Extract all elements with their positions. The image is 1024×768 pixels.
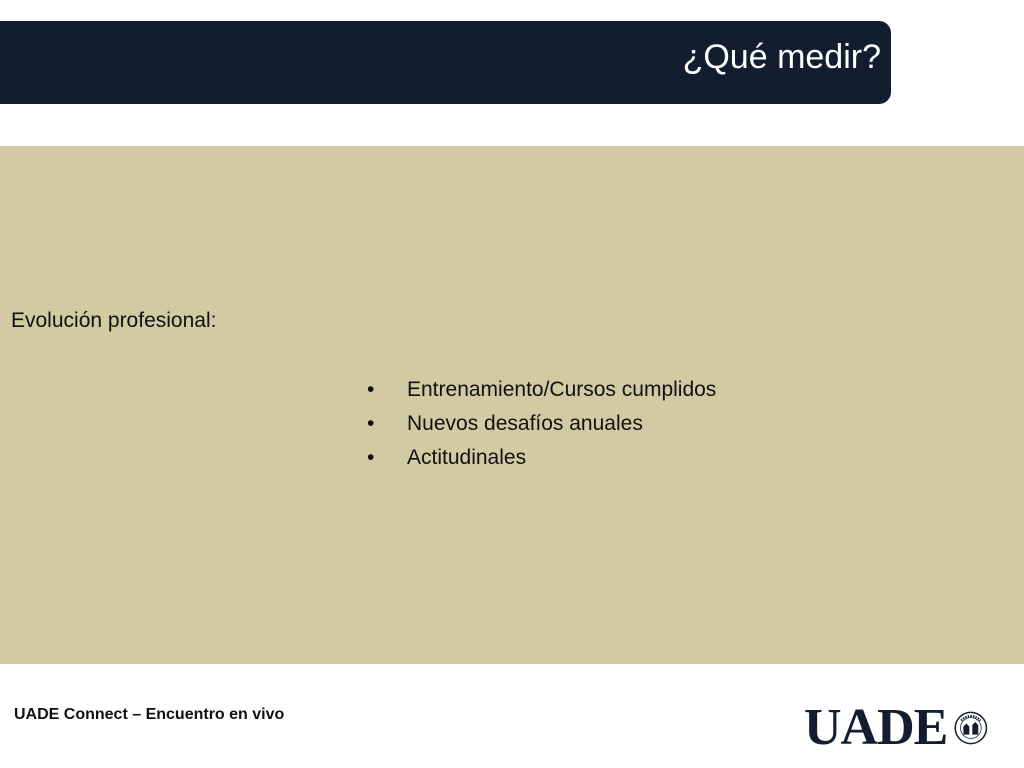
bullet-text: Nuevos desafíos anuales (407, 412, 643, 435)
content-panel (0, 146, 1024, 664)
title-bar (0, 21, 891, 104)
bullet-text: Actitudinales (407, 446, 527, 469)
slide-title: ¿Qué medir? (682, 38, 881, 76)
list-item (367, 373, 716, 407)
bullet-list (367, 373, 716, 475)
footer-text: UADE Connect – Encuentro en vivo (14, 706, 285, 723)
bullet-icon: • (367, 378, 375, 401)
bullet-text: Entrenamiento/Cursos cumplidos (407, 378, 717, 401)
fundacion-seal-icon (953, 704, 989, 752)
list-item (367, 441, 716, 475)
bullet-icon: • (367, 412, 375, 435)
uade-logo (804, 700, 989, 755)
list-item (367, 407, 716, 441)
logo-wordmark: UADE (804, 699, 948, 756)
section-label: Evolución profesional: (11, 309, 217, 332)
bullet-icon: • (367, 446, 375, 469)
